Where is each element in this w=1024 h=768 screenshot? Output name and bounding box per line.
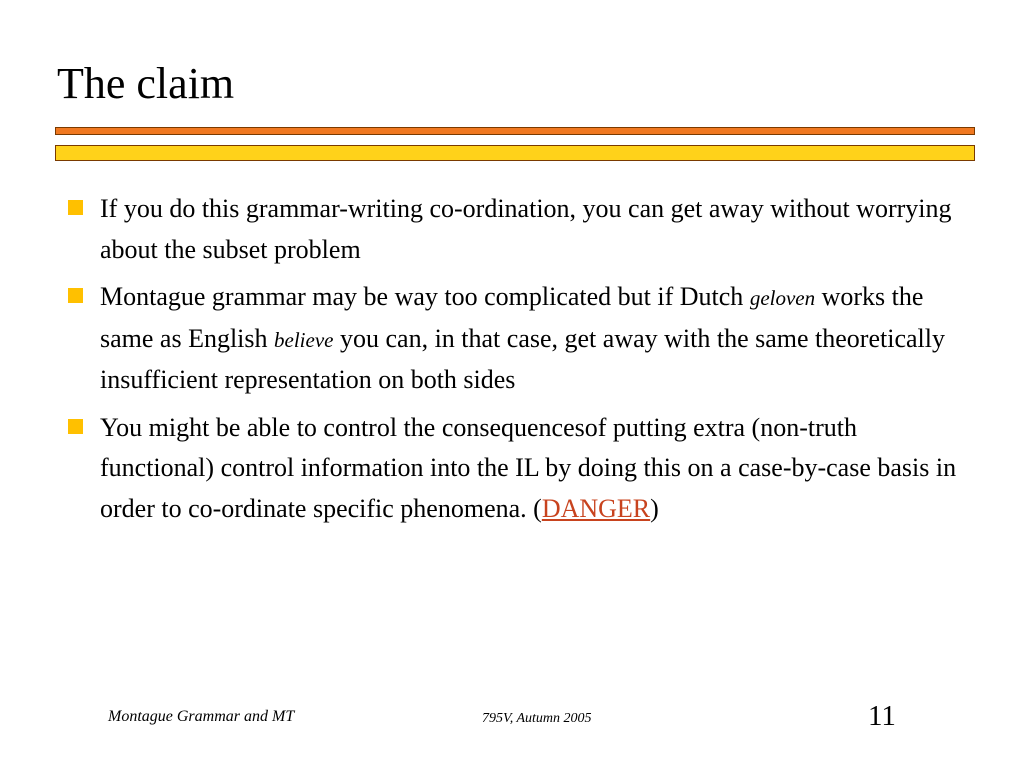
bullet-item-3 bbox=[68, 408, 958, 530]
footer-term: 795V, Autumn 2005 bbox=[482, 711, 592, 726]
bullet-text-part: Montague grammar may be way too complicated but if Dutch bbox=[100, 282, 750, 311]
slide-title: The claim bbox=[57, 59, 235, 108]
bullet-text-part: ) bbox=[650, 493, 659, 523]
page-number: 11 bbox=[868, 700, 896, 732]
bullet-text-part: you can, in that case, get away with the same theoretically insufficient representation on both sides bbox=[100, 323, 945, 394]
title-rule-orange bbox=[55, 127, 975, 135]
square-bullet-icon bbox=[68, 288, 83, 303]
bullet-list bbox=[68, 189, 958, 536]
bullet-text-part: works the same as English bbox=[100, 282, 924, 353]
title-rule-yellow bbox=[55, 145, 975, 161]
bullet-text: If you do this grammar-writing co-ordination, you can get away without worrying about the subset problem bbox=[100, 194, 952, 264]
italic-term-believe: believe bbox=[274, 327, 334, 352]
danger-link[interactable]: DANGER bbox=[541, 493, 651, 523]
bullet-item-2 bbox=[68, 277, 958, 401]
bullet-item-1 bbox=[68, 189, 958, 270]
bullet-text-part: You might be able to control the consequencesof putting extra (non-truth functional) control information into the IL by doing this on a case-by-case basis in order to co-ordinate specific phenomena. ( bbox=[100, 412, 957, 523]
footer-course-title: Montague Grammar and MT bbox=[108, 708, 295, 725]
square-bullet-icon bbox=[68, 419, 83, 434]
italic-term-geloven: geloven bbox=[749, 286, 816, 310]
square-bullet-icon bbox=[68, 200, 83, 215]
